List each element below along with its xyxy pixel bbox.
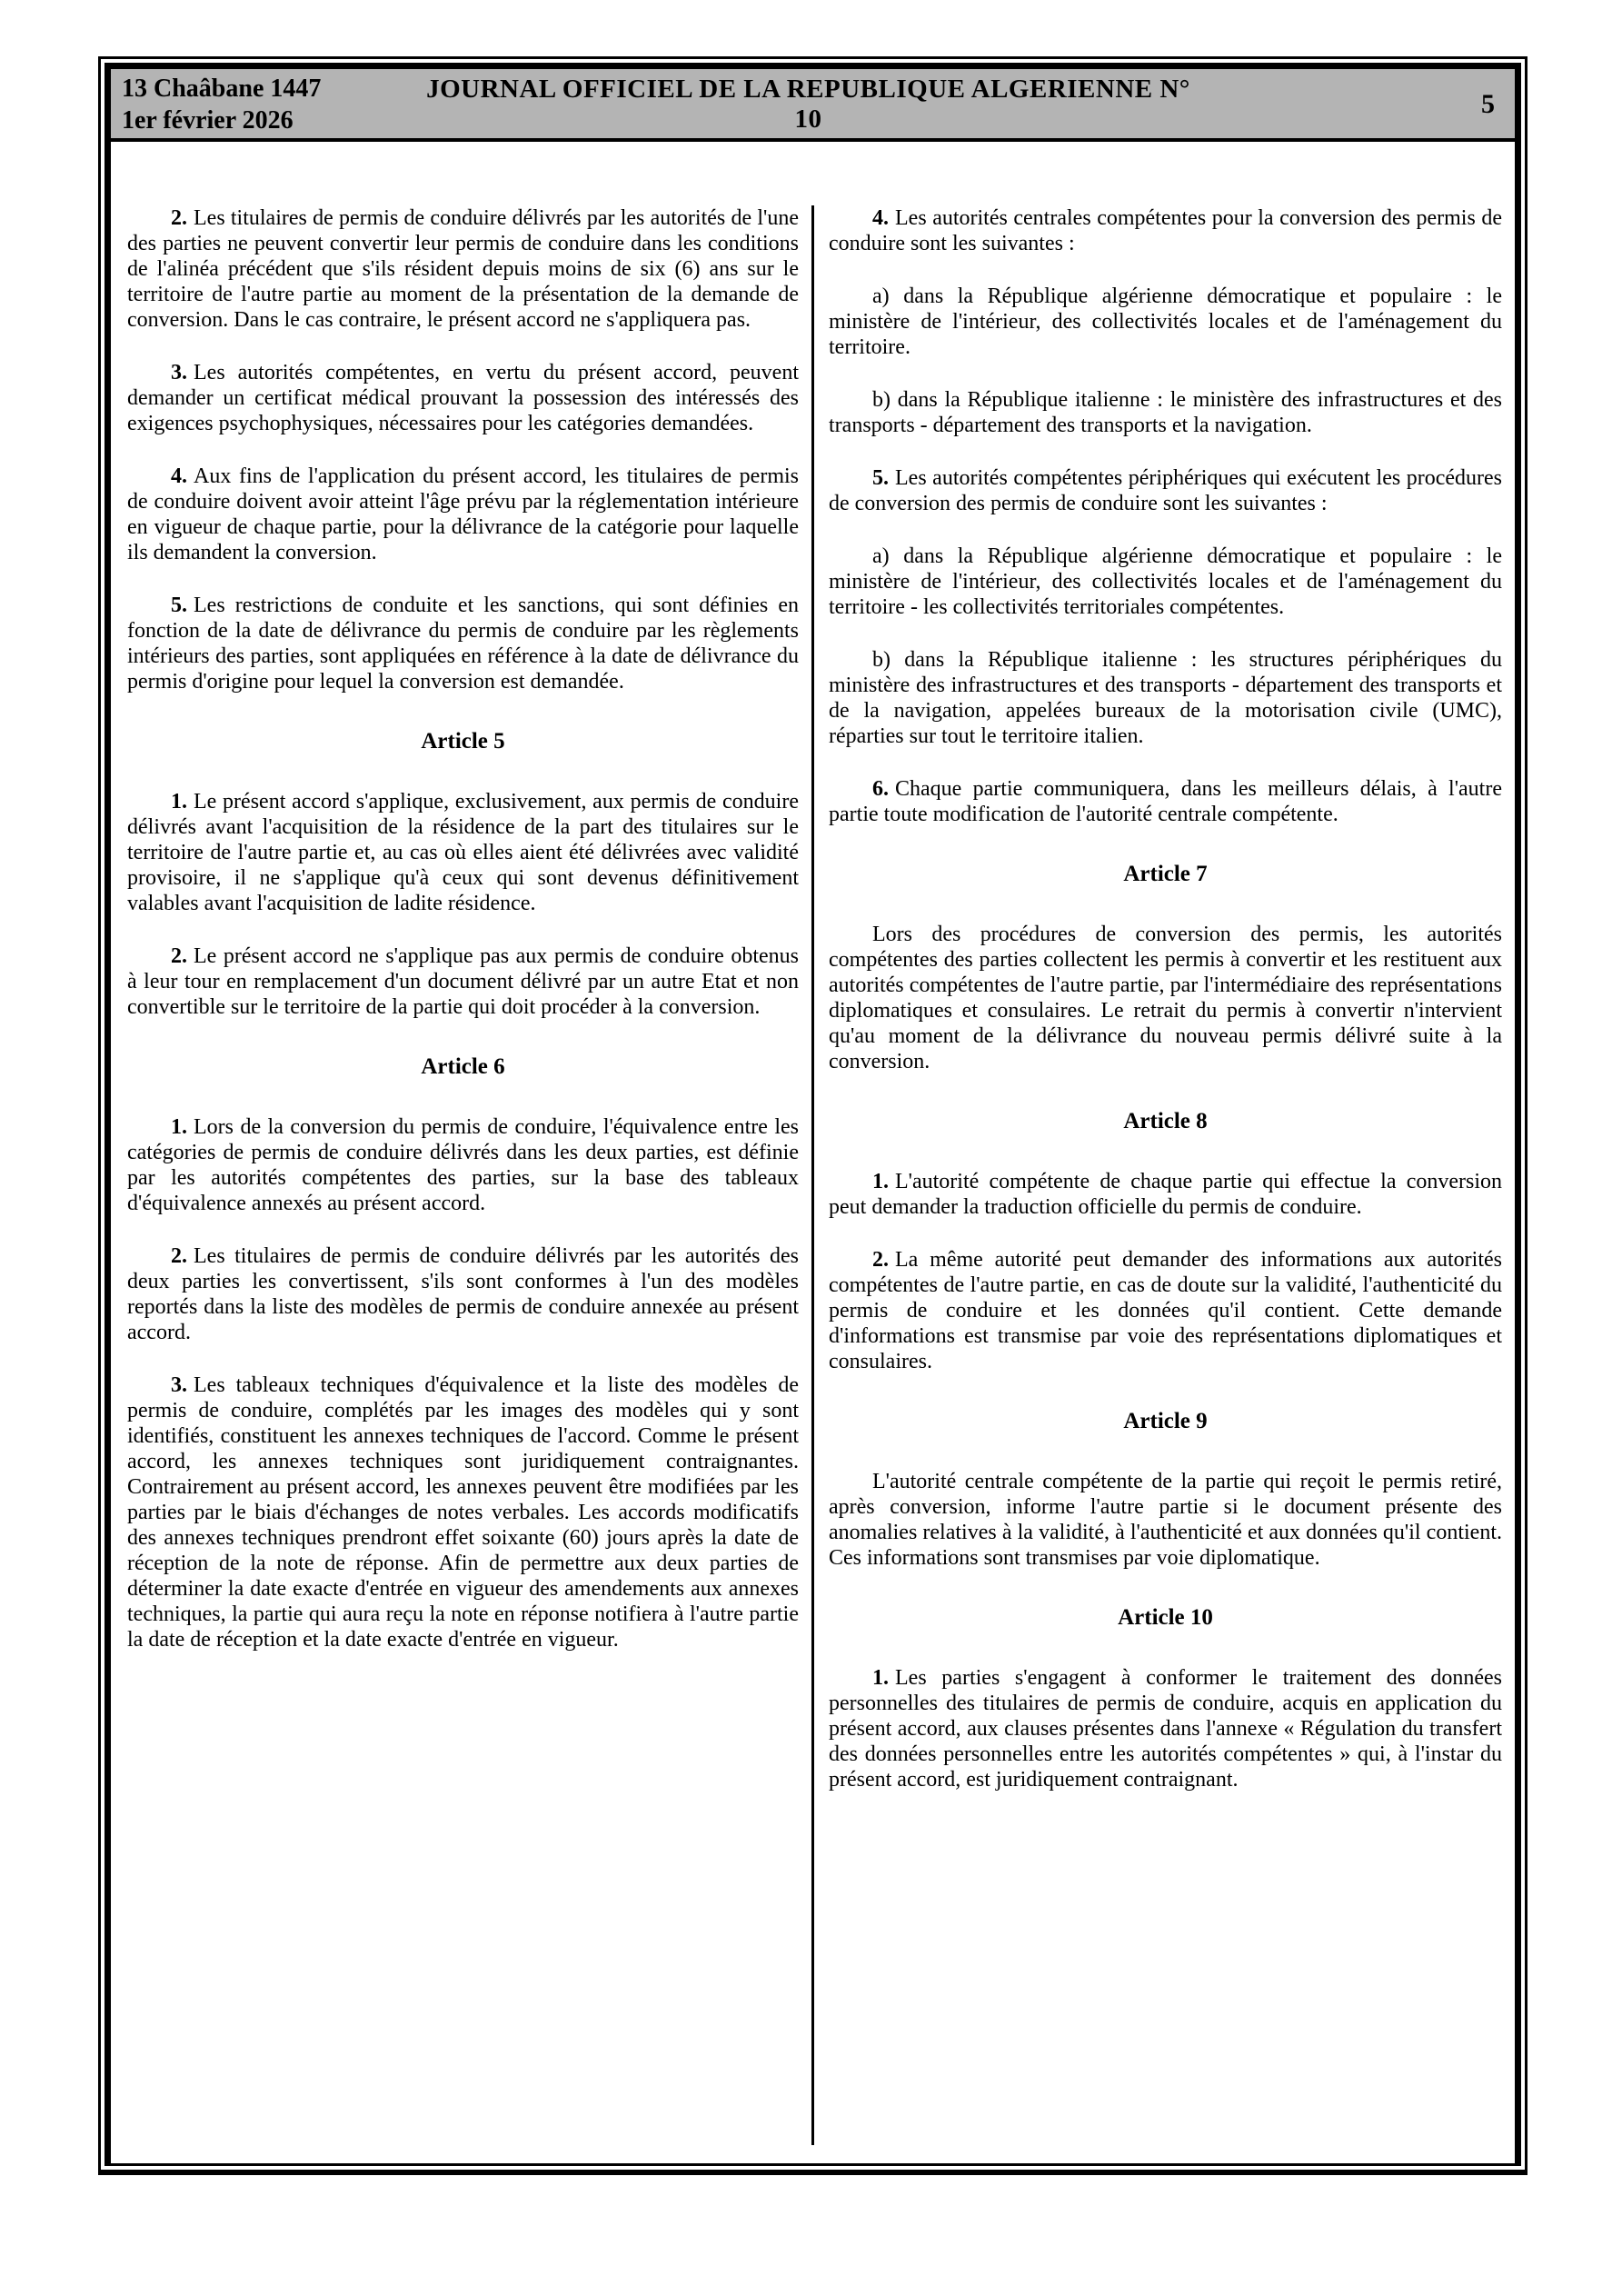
header-dates <box>122 73 422 136</box>
paragraph <box>829 284 1502 360</box>
article-heading: Article 8 <box>1123 1109 1208 1133</box>
article-heading: Article 9 <box>1123 1409 1208 1433</box>
page-frame <box>98 56 1527 2175</box>
paragraph-text: Les autorités compétentes, en vertu du présent accord, peuvent demander un certificat médical prouvant la possession des intéressés des exigences psychophysiques, nécessaires pour les catégories demandées. <box>127 361 799 435</box>
paragraph <box>127 464 799 565</box>
paragraph <box>829 776 1502 827</box>
paragraph-number: 5. <box>171 594 187 617</box>
paragraph-text: a) dans la République algérienne démocratique et populaire : le ministère de l'intérieur, des collectivités locales et de l'aménagement du territoire. <box>829 285 1502 359</box>
article-heading: Article 10 <box>1118 1605 1213 1630</box>
paragraph <box>127 593 799 694</box>
right-column <box>814 205 1506 2145</box>
paragraph-text: L'autorité centrale compétente de la partie qui reçoit le permis retiré, après conversion, informe l'autre partie si le document présente des anomalies relatives à la validité, à l'authenticité et aux données qu'il contient. Ces informations sont transmises par voie diplomatique. <box>829 1470 1502 1570</box>
paragraph <box>829 1665 1502 1792</box>
paragraph-number: 4. <box>872 206 889 230</box>
paragraph-text: La même autorité peut demander des informations aux autorités compétentes de l'autre partie, en cas de doute sur la validité, l'authenticité du permis de conduire et les données qu'il contient. Cette demande d'informations est transmise par voie des représentations diplomatiques et consulaires. <box>829 1248 1502 1373</box>
paragraph <box>127 943 799 1020</box>
paragraph-number: 1. <box>171 790 187 814</box>
paragraph <box>127 789 799 916</box>
hijri-date: 13 Chaâbane 1447 <box>122 75 322 103</box>
paragraph-number: 1. <box>171 1115 187 1139</box>
paragraph-text: Le présent accord ne s'applique pas aux permis de conduire obtenus à leur tour en remplacement d'un document délivré par un autre Etat et non convertible sur le territoire de la partie qui doit procéder à la conversion. <box>127 944 799 1019</box>
paragraph-text: Les tableaux techniques d'équivalence et la liste des modèles de permis de conduire, complétés par les images des modèles qui y sont identifiés, constituent les annexes techniques de l'accord. Comme le présent accord, les annexes techniques sont juridiquement contraignantes. Contrairement au présent accord, les annexes peuvent être modifiées par les parties par le biais d'échanges de notes verbales. Les accords modificatifs des annexes techniques prendront effet soixante (60) jours après la date de réception de la note de réponse. Afin de permettre aux deux parties de déterminer la date exacte d'entrée en vigueur des amendements aux annexes techniques, la partie qui aura reçu la note en réponse notifiera à l'autre partie la date de réception et la date exacte d'entrée en vigueur. <box>127 1373 799 1652</box>
paragraph <box>829 465 1502 516</box>
paragraph-text: Les autorités compétentes périphériques qui exécutent les procédures de conversion des permis de conduire sont les suivantes : <box>829 466 1502 515</box>
paragraph-text: Les autorités centrales compétentes pour la conversion des permis de conduire sont les suivantes : <box>829 206 1502 255</box>
paragraph-number: 5. <box>872 466 889 490</box>
journal-title: JOURNAL OFFICIEL DE LA REPUBLIQUE ALGERIENNE N° 10 <box>426 75 1190 134</box>
paragraph <box>127 1373 799 1652</box>
page-header <box>111 69 1515 142</box>
paragraph-number: 2. <box>171 206 187 230</box>
paragraph <box>829 544 1502 620</box>
paragraph <box>829 1469 1502 1571</box>
paragraph-text: Lors de la conversion du permis de conduire, l'équivalence entre les catégories de permis de conduire délivrés dans les deux parties, est définie par les autorités compétentes des parties, sur la base des tableaux d'équivalence annexés au présent accord. <box>127 1115 799 1215</box>
paragraph-number: 3. <box>171 361 187 384</box>
paragraph-text: L'autorité compétente de chaque partie qui effectue la conversion peut demander la traduction officielle du permis de conduire. <box>829 1170 1502 1219</box>
page-content <box>111 142 1515 2163</box>
paragraph-text: Lors des procédures de conversion des permis, les autorités compétentes des parties collectent les permis à convertir et les restituent aux autorités compétentes de l'autre partie, par l'intermédiaire des représentations diplomatiques et consulaires. Le retrait du permis à convertir n'intervient qu'au moment de la délivrance du nouveau permis délivré suite à la conversion. <box>829 923 1502 1073</box>
paragraph-number: 1. <box>872 1666 889 1690</box>
paragraph-text: Chaque partie communiquera, dans les meilleurs délais, à l'autre partie toute modification de l'autorité centrale compétente. <box>829 777 1502 826</box>
paragraph-number: 6. <box>872 777 889 801</box>
paragraph-text: Les titulaires de permis de conduire délivrés par les autorités de l'une des parties ne peuvent convertir leur permis de conduire dans les conditions de l'alinéa précédent que s'ils résident depuis moins de six (6) ans sur le territoire de l'autre partie au moment de la présentation de la demande de conversion. Dans le cas contraire, le présent accord ne s'appliquera pas. <box>127 206 799 332</box>
paragraph <box>127 360 799 436</box>
paragraph-text: a) dans la République algérienne démocratique et populaire : le ministère de l'intérieur, des collectivités locales et de l'aménagement du territoire - les collectivités territoriales compétentes. <box>829 544 1502 619</box>
paragraph <box>829 922 1502 1074</box>
article-heading: Article 7 <box>1123 862 1208 886</box>
paragraph-text: Aux fins de l'application du présent accord, les titulaires de permis de conduire doivent avoir atteint l'âge prévu par la réglementation intérieure en vigueur de chaque partie, pour la délivrance de la catégorie pour laquelle ils demandent la conversion. <box>127 464 799 564</box>
paragraph <box>127 205 799 333</box>
paragraph <box>829 205 1502 256</box>
paragraph-number: 2. <box>872 1248 889 1272</box>
gregorian-date: 1er février 2026 <box>122 106 294 135</box>
paragraph-number: 3. <box>171 1373 187 1397</box>
paragraph-number: 4. <box>171 464 187 488</box>
paragraph-text: b) dans la République italienne : les structures périphériques du ministère des infrastructures et des transports - département des transports et de la navigation, appelées bureaux de la motorisation civile (UMC), réparties sur tout le territoire italien. <box>829 648 1502 748</box>
paragraph-number: 2. <box>171 1244 187 1268</box>
paragraph <box>829 647 1502 749</box>
paragraph-text: Le présent accord s'applique, exclusivement, aux permis de conduire délivrés avant l'acquisition de la résidence de la part des titulaires sur le territoire de l'autre partie et, au cas où elles aient été délivrées avec validité provisoire, il ne s'applique qu'à ceux qui sont devenus définitivement valables avant l'acquisition de ladite résidence. <box>127 790 799 915</box>
paragraph <box>829 387 1502 438</box>
left-column <box>120 205 811 2145</box>
paragraph-number: 1. <box>872 1170 889 1193</box>
paragraph-text: b) dans la République italienne : le ministère des infrastructures et des transports - département des transports et la navigation. <box>829 388 1502 437</box>
paragraph <box>829 1169 1502 1220</box>
paragraph-number: 2. <box>171 944 187 968</box>
page-number: 5 <box>1481 89 1495 119</box>
paragraph <box>127 1114 799 1216</box>
article-heading: Article 5 <box>421 729 505 754</box>
page-inner-border <box>104 63 1521 2166</box>
paragraph <box>127 1243 799 1345</box>
paragraph-text: Les restrictions de conduite et les sanctions, qui sont définies en fonction de la date de délivrance du permis de conduire par les règlements intérieurs des parties, sont appliquées en référence à la date de délivrance du permis d'origine pour lequel la conversion est demandée. <box>127 594 799 694</box>
article-heading: Article 6 <box>421 1054 505 1079</box>
paragraph-text: Les parties s'engagent à conformer le traitement des données personnelles des titulaires de permis de conduire, acquis en application du présent accord, aux clauses présentes dans l'annexe « Régulation du transfert des données personnelles entre les autorités compétentes » qui, à l'instar du présent accord, est juridiquement contraignant. <box>829 1666 1502 1792</box>
paragraph <box>829 1247 1502 1374</box>
paragraph-text: Les titulaires de permis de conduire délivrés par les autorités des deux parties les convertissent, s'ils sont conformes à l'un des modèles reportés dans la liste des modèles de permis de conduire annexée au présent accord. <box>127 1244 799 1344</box>
